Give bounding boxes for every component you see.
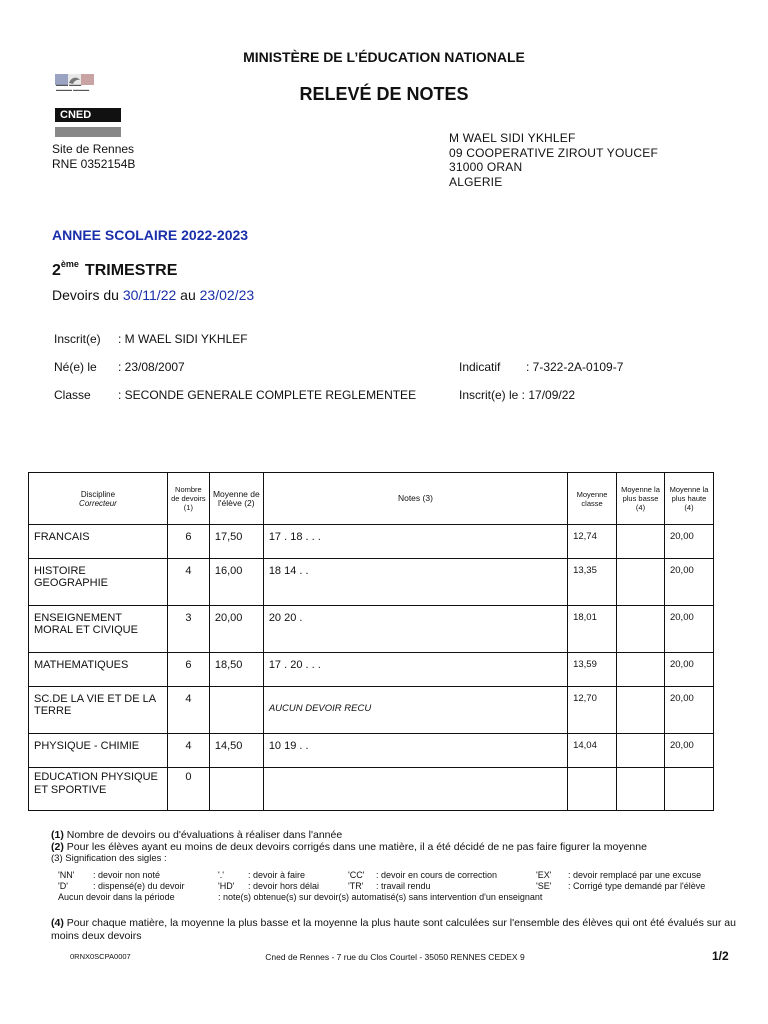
sigle-code: '.' <box>218 870 224 880</box>
row-notes: 17 . 18 . . . <box>263 525 567 559</box>
row-classe: 12,74 <box>568 525 617 559</box>
row-classe <box>568 768 617 811</box>
table-row <box>29 768 714 811</box>
legend-1-text: Nombre de devoirs ou d'évaluations à réaliser dans l'année <box>63 829 343 841</box>
date-to: 23/02/23 <box>199 287 255 303</box>
trimester-label: TRIMESTRE <box>84 262 178 279</box>
sigle-code: 'TR' <box>348 881 364 891</box>
site-info <box>52 142 135 172</box>
inscrit-le: Inscrit(e) le : 17/09/22 <box>459 388 576 402</box>
grades-table <box>28 472 714 811</box>
ministry-heading: MINISTÈRE DE L’ÉDUCATION NATIONALE <box>243 49 525 65</box>
sigle-code: 'CC' <box>348 870 365 880</box>
classe-label: Classe <box>54 388 91 402</box>
document-title: RELEVÉ DE NOTES <box>299 84 469 104</box>
row-notes: 10 19 . . <box>263 734 567 768</box>
sigle-meaning: : Corrigé type demandé par l'élève <box>568 881 706 891</box>
legend-4-num: (4) <box>51 917 64 929</box>
row-discipline: EDUCATION PHYSIQUE ET SPORTIVE <box>29 768 168 811</box>
trimester-heading <box>52 259 177 280</box>
recipient-country: ALGERIE <box>449 174 503 189</box>
header-correcteur-label: Correcteur <box>79 498 117 508</box>
row-notes: AUCUN DEVOIR RECU <box>263 687 567 734</box>
devoirs-period <box>52 287 254 303</box>
row-discipline: PHYSIQUE - CHIMIE <box>29 734 168 768</box>
row-moyenne: 16,00 <box>209 559 263 606</box>
recipient-city: 31000 ORAN <box>449 160 523 174</box>
legend-1 <box>51 829 647 841</box>
recipient-name: M WAEL SIDI YKHLEF <box>449 131 576 145</box>
sigle-code: 'NN' <box>58 870 75 880</box>
school-year: ANNEE SCOLAIRE 2022-2023 <box>52 227 249 243</box>
trimester-number: 2 <box>52 262 61 279</box>
row-moyenne: 14,50 <box>209 734 263 768</box>
row-classe: 18,01 <box>568 606 617 653</box>
table-row <box>29 559 714 606</box>
ne-value: : 23/08/2007 <box>118 360 185 374</box>
logo-caption: ▬▬▬ ▬▬▬ ▬▬▬▬ ▬▬▬▬ <box>56 82 90 92</box>
header-moyenne-classe: Moyenne classe <box>568 473 617 525</box>
row-nombre: 6 <box>167 525 209 559</box>
header-discipline <box>29 473 168 525</box>
sigle-code: 'HD' <box>218 881 235 891</box>
legend-4-text: Pour chaque matière, la moyenne la plus basse et la moyenne la plus haute sont calculées sur l'ensemble des élèves qui ont été évalués sur au moins deux devoirs <box>51 917 736 942</box>
sigle-code: 'D' <box>58 881 68 891</box>
row-moyenne: 17,50 <box>209 525 263 559</box>
inscrit-value: : M WAEL SIDI YKHLEF <box>118 332 248 346</box>
sigle-meaning: : travail rendu <box>376 881 431 891</box>
indicatif-value: : 7-322-2A-0109-7 <box>526 360 624 374</box>
date-sep: au <box>180 287 196 303</box>
sigle-code: Aucun devoir dans la période <box>58 892 175 902</box>
row-discipline: ENSEIGNEMENT MORAL ET CIVIQUE <box>29 606 168 653</box>
row-moyenne <box>209 687 263 734</box>
header-nombre: Nombre de devoirs (1) <box>167 473 209 525</box>
row-notes: 17 . 20 . . . <box>263 653 567 687</box>
sigle-meaning: : devoir en cours de correction <box>376 870 498 880</box>
row-basse <box>617 525 665 559</box>
row-nombre: 4 <box>167 559 209 606</box>
sigle-meaning: : devoir non noté <box>93 870 161 880</box>
sigle-meaning: : dispensé(e) du devoir <box>93 881 185 891</box>
row-moyenne: 20,00 <box>209 606 263 653</box>
row-haute: 20,00 <box>664 687 713 734</box>
legend <box>51 829 647 865</box>
devoirs-prefix: Devoirs du <box>52 287 119 303</box>
recipient-street: 09 COOPERATIVE ZIROUT YOUCEF <box>449 145 658 160</box>
table-row <box>29 687 714 734</box>
row-discipline: MATHEMATIQUES <box>29 653 168 687</box>
row-basse <box>617 734 665 768</box>
inscrit-label: Inscrit(e) <box>54 332 101 346</box>
row-haute: 20,00 <box>664 653 713 687</box>
table-row <box>29 606 714 653</box>
row-nombre: 0 <box>167 768 209 811</box>
header-discipline-label: Discipline <box>80 489 116 499</box>
sigle-meaning: : note(s) obtenue(s) sur devoir(s) automatisé(s) sans intervention d'un enseignant <box>218 892 543 902</box>
legend-4 <box>51 917 741 943</box>
row-basse <box>617 653 665 687</box>
row-discipline: HISTOIRE GEOGRAPHIE <box>29 559 168 606</box>
row-basse <box>617 559 665 606</box>
footer-address: Cned de Rennes - 7 rue du Clos Courtel - 35050 RENNES CEDEX 9 <box>265 952 525 962</box>
legend-2-text: Pour les élèves ayant eu moins de deux devoirs corrigés dans une matière, il a été décidé de ne pas faire figurer la moyenne <box>63 841 647 853</box>
header-moyenne-eleve: Moyenne de l'élève (2) <box>209 473 263 525</box>
row-discipline: SC.DE LA VIE ET DE LA TERRE <box>29 687 168 734</box>
header-notes: Notes (3) <box>263 473 567 525</box>
header-moyenne-haute: Moyenne la plus haute (4) <box>664 473 713 525</box>
row-haute <box>664 768 713 811</box>
row-notes <box>263 768 567 811</box>
row-nombre: 4 <box>167 687 209 734</box>
table-row <box>29 653 714 687</box>
legend-2 <box>51 841 647 853</box>
row-haute: 20,00 <box>664 734 713 768</box>
footer-code: 0RNX0SCPA0007 <box>70 952 131 961</box>
row-basse <box>617 606 665 653</box>
site-rne: RNE 0352154B <box>52 157 136 171</box>
row-classe: 13,59 <box>568 653 617 687</box>
row-classe: 13,35 <box>568 559 617 606</box>
row-haute: 20,00 <box>664 606 713 653</box>
trimester-sup: ème <box>60 259 79 269</box>
table-header-row <box>29 473 714 525</box>
row-nombre: 4 <box>167 734 209 768</box>
table-row <box>29 525 714 559</box>
sigle-code: 'SE' <box>536 881 552 891</box>
logo-bar <box>55 127 121 137</box>
legend-3: (3) Signification des sigles : <box>51 853 167 864</box>
row-discipline: FRANCAIS <box>29 525 168 559</box>
classe-value: : SECONDE GENERALE COMPLETE REGLEMENTEE <box>118 388 417 402</box>
row-haute: 20,00 <box>664 525 713 559</box>
sigle-meaning: : devoir à faire <box>248 870 306 880</box>
date-from: 30/11/22 <box>122 287 177 303</box>
row-nombre: 3 <box>167 606 209 653</box>
sigle-meaning: : devoir hors délai <box>248 881 320 891</box>
row-nombre: 6 <box>167 653 209 687</box>
row-haute: 20,00 <box>664 559 713 606</box>
row-basse <box>617 687 665 734</box>
row-notes: 18 14 . . <box>263 559 567 606</box>
page-number: 1/2 <box>712 949 729 963</box>
row-classe: 14,04 <box>568 734 617 768</box>
cned-logo: CNED <box>55 108 121 122</box>
ne-label: Né(e) le <box>54 360 97 374</box>
site-name: Site de Rennes <box>52 142 135 156</box>
sigle-meaning: : devoir remplacé par une excuse <box>568 870 702 880</box>
row-basse <box>617 768 665 811</box>
legend-2-num: (2) <box>51 841 64 853</box>
table-row <box>29 734 714 768</box>
sigle-code: 'EX' <box>536 870 552 880</box>
indicatif-label: Indicatif <box>459 360 501 374</box>
legend-1-num: (1) <box>51 829 64 841</box>
row-classe: 12,70 <box>568 687 617 734</box>
row-notes: 20 20 . <box>263 606 567 653</box>
header-moyenne-basse: Moyenne la plus basse (4) <box>617 473 665 525</box>
row-moyenne <box>209 768 263 811</box>
recipient-address <box>449 131 658 189</box>
row-moyenne: 18,50 <box>209 653 263 687</box>
